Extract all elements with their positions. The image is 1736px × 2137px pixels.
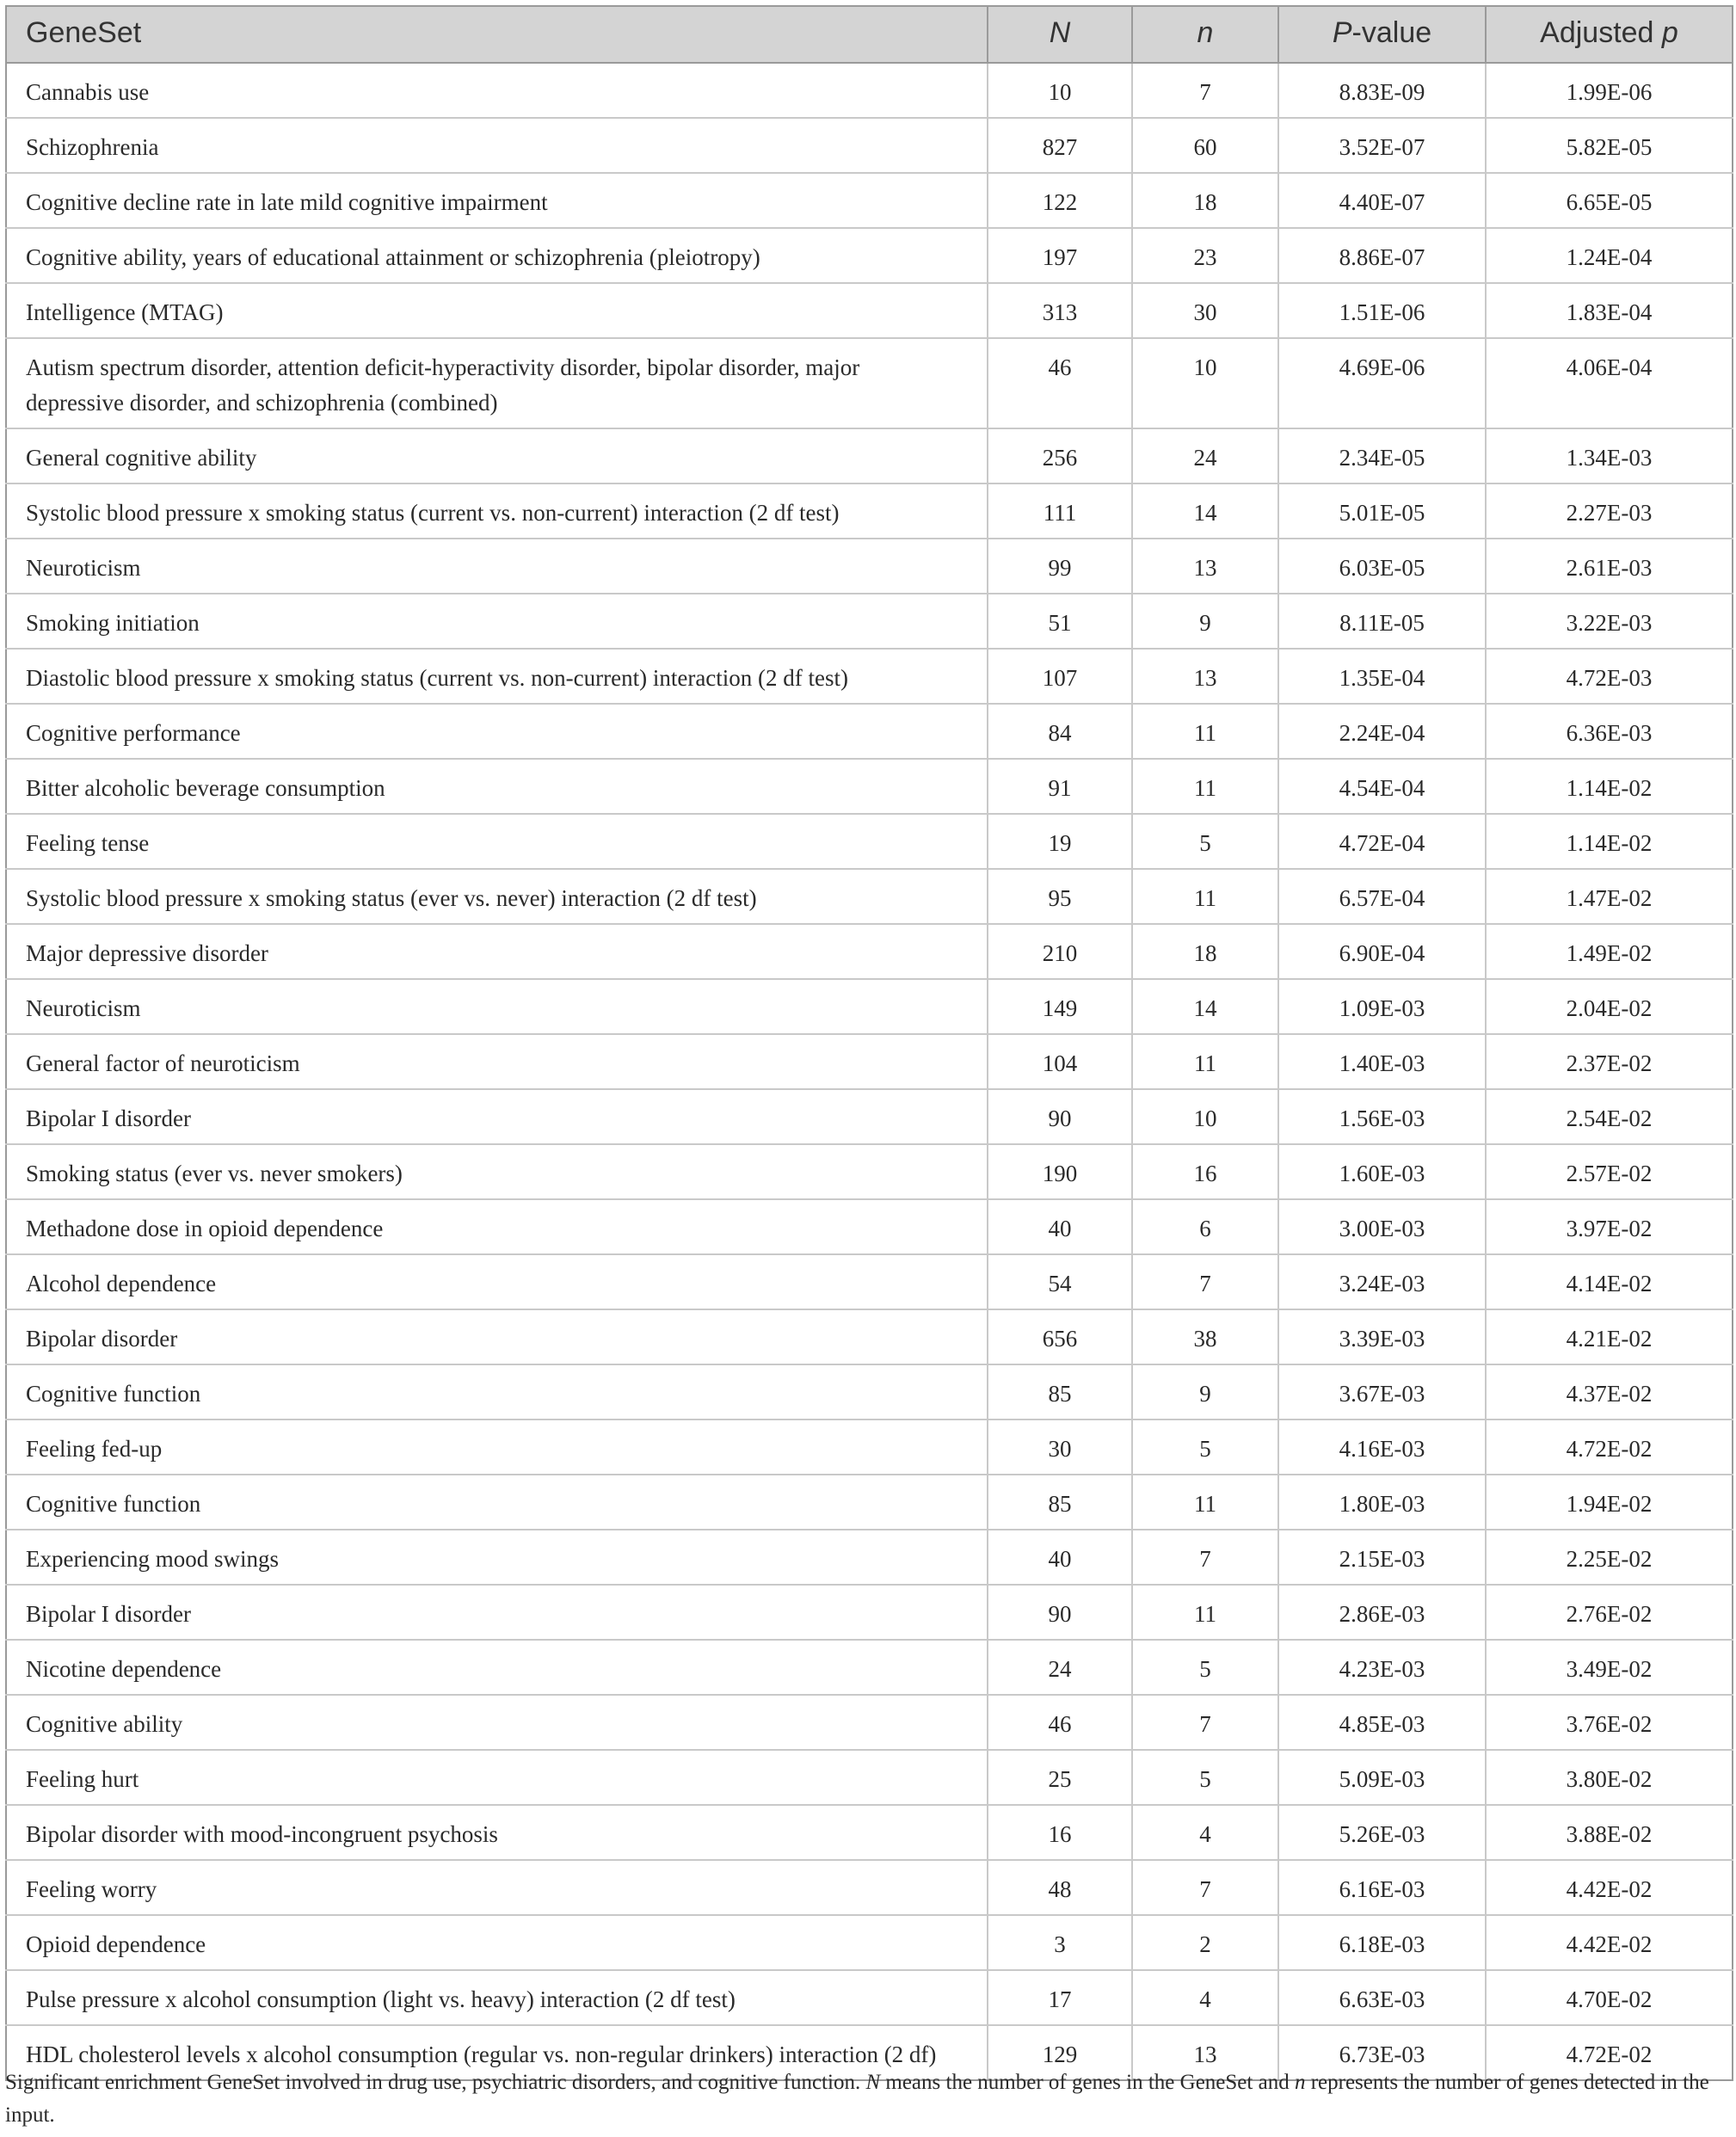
- pvalue-cell: 4.72E-04: [1278, 814, 1486, 869]
- gene-count-N-cell: 827: [988, 118, 1132, 173]
- gene-count-N-cell: 54: [988, 1254, 1132, 1309]
- table-row: [6, 338, 1733, 428]
- header-pvalue-rest: -value: [1351, 15, 1432, 49]
- gene-count-n-cell: 2: [1132, 1915, 1278, 1970]
- pvalue-cell: 1.40E-03: [1278, 1034, 1486, 1089]
- gene-count-N-cell: 16: [988, 1805, 1132, 1860]
- geneset-name-cell: General cognitive ability: [6, 428, 988, 483]
- table-row: [6, 1970, 1733, 2025]
- gene-count-N-cell: 256: [988, 428, 1132, 483]
- gene-count-n-cell: 9: [1132, 1364, 1278, 1420]
- geneset-name-cell: Cognitive decline rate in late mild cognitive impairment: [6, 173, 988, 228]
- table-row: [6, 1420, 1733, 1475]
- table-row: [6, 924, 1733, 979]
- enrichment-table-container: [5, 5, 1732, 2081]
- adjusted-p-cell: 3.97E-02: [1486, 1199, 1733, 1254]
- gene-count-N-cell: 656: [988, 1309, 1132, 1364]
- gene-count-n-cell: 30: [1132, 283, 1278, 338]
- geneset-name-cell: Experiencing mood swings: [6, 1530, 988, 1585]
- caption-N-symbol: N: [865, 2071, 881, 2094]
- gene-count-n-cell: 4: [1132, 1805, 1278, 1860]
- adjusted-p-cell: 4.06E-04: [1486, 338, 1733, 428]
- gene-count-n-cell: 11: [1132, 869, 1278, 924]
- pvalue-cell: 1.51E-06: [1278, 283, 1486, 338]
- gene-count-N-cell: 40: [988, 1199, 1132, 1254]
- adjusted-p-cell: 3.22E-03: [1486, 594, 1733, 649]
- gene-count-n-cell: 7: [1132, 1530, 1278, 1585]
- gene-count-N-cell: 25: [988, 1750, 1132, 1805]
- gene-count-N-cell: 40: [988, 1530, 1132, 1585]
- geneset-name-cell: General factor of neuroticism: [6, 1034, 988, 1089]
- gene-count-N-cell: 3: [988, 1915, 1132, 1970]
- adjusted-p-cell: 4.37E-02: [1486, 1364, 1733, 1420]
- adjusted-p-cell: 5.82E-05: [1486, 118, 1733, 173]
- gene-count-n-cell: 7: [1132, 1254, 1278, 1309]
- gene-count-N-cell: 46: [988, 1695, 1132, 1750]
- table-row: [6, 869, 1733, 924]
- adjusted-p-cell: 3.80E-02: [1486, 1750, 1733, 1805]
- pvalue-cell: 3.39E-03: [1278, 1309, 1486, 1364]
- pvalue-cell: 1.35E-04: [1278, 649, 1486, 704]
- pvalue-cell: 6.63E-03: [1278, 1970, 1486, 2025]
- geneset-name-cell: Cannabis use: [6, 63, 988, 118]
- adjusted-p-cell: 2.04E-02: [1486, 979, 1733, 1034]
- adjusted-p-cell: 4.70E-02: [1486, 1970, 1733, 2025]
- adjusted-p-cell: 1.34E-03: [1486, 428, 1733, 483]
- table-body: [6, 63, 1733, 2080]
- table-row: [6, 1144, 1733, 1199]
- caption-n-symbol: n: [1294, 2071, 1306, 2094]
- adjusted-p-cell: 1.49E-02: [1486, 924, 1733, 979]
- pvalue-cell: 5.01E-05: [1278, 483, 1486, 539]
- geneset-name-cell: Pulse pressure x alcohol consumption (light vs. heavy) interaction (2 df test): [6, 1970, 988, 2025]
- geneset-name-cell: Bitter alcoholic beverage consumption: [6, 759, 988, 814]
- table-row: [6, 979, 1733, 1034]
- gene-count-N-cell: 190: [988, 1144, 1132, 1199]
- adjusted-p-cell: 2.25E-02: [1486, 1530, 1733, 1585]
- pvalue-cell: 8.11E-05: [1278, 594, 1486, 649]
- table-row: [6, 1530, 1733, 1585]
- pvalue-cell: 3.24E-03: [1278, 1254, 1486, 1309]
- header-pvalue-italic: P: [1332, 15, 1352, 49]
- table-row: [6, 704, 1733, 759]
- geneset-name-cell: Feeling worry: [6, 1860, 988, 1915]
- gene-count-N-cell: 149: [988, 979, 1132, 1034]
- geneset-name-cell: Systolic blood pressure x smoking status (current vs. non-current) interaction (2 df test): [6, 483, 988, 539]
- adjusted-p-cell: 4.42E-02: [1486, 1860, 1733, 1915]
- adjusted-p-cell: 4.72E-03: [1486, 649, 1733, 704]
- gene-count-N-cell: 46: [988, 338, 1132, 428]
- table-row: [6, 1475, 1733, 1530]
- adjusted-p-cell: 3.76E-02: [1486, 1695, 1733, 1750]
- table-row: [6, 1309, 1733, 1364]
- adjusted-p-cell: 4.72E-02: [1486, 1420, 1733, 1475]
- pvalue-cell: 3.67E-03: [1278, 1364, 1486, 1420]
- table-row: [6, 1805, 1733, 1860]
- gene-count-N-cell: 85: [988, 1475, 1132, 1530]
- adjusted-p-cell: 6.65E-05: [1486, 173, 1733, 228]
- adjusted-p-cell: 2.37E-02: [1486, 1034, 1733, 1089]
- table-row: [6, 1254, 1733, 1309]
- pvalue-cell: 4.23E-03: [1278, 1640, 1486, 1695]
- caption-part3: represents the number of genes detected in the input.: [5, 2071, 1709, 2127]
- pvalue-cell: 6.57E-04: [1278, 869, 1486, 924]
- gene-count-n-cell: 7: [1132, 1860, 1278, 1915]
- adjusted-p-cell: 4.21E-02: [1486, 1309, 1733, 1364]
- table-row: [6, 63, 1733, 118]
- gene-count-N-cell: 10: [988, 63, 1132, 118]
- geneset-name-cell: Cognitive performance: [6, 704, 988, 759]
- header-N: [988, 6, 1132, 63]
- geneset-name-cell: Cognitive ability: [6, 1695, 988, 1750]
- adjusted-p-cell: 2.27E-03: [1486, 483, 1733, 539]
- geneset-name-cell: Diastolic blood pressure x smoking status (current vs. non-current) interaction (2 df test): [6, 649, 988, 704]
- gene-count-n-cell: 13: [1132, 649, 1278, 704]
- pvalue-cell: 6.90E-04: [1278, 924, 1486, 979]
- table-row: [6, 759, 1733, 814]
- geneset-name-cell: Opioid dependence: [6, 1915, 988, 1970]
- table-row: [6, 1750, 1733, 1805]
- gene-count-n-cell: 24: [1132, 428, 1278, 483]
- geneset-name-cell: HDL cholesterol levels x alcohol consumption (regular vs. non-regular drinkers) interaction (2 df): [6, 2025, 988, 2080]
- table-header: [6, 6, 1733, 63]
- pvalue-cell: 8.86E-07: [1278, 228, 1486, 283]
- adjusted-p-cell: 2.57E-02: [1486, 1144, 1733, 1199]
- gene-count-n-cell: 23: [1132, 228, 1278, 283]
- table-row: [6, 283, 1733, 338]
- gene-count-n-cell: 13: [1132, 2025, 1278, 2080]
- adjusted-p-cell: 1.99E-06: [1486, 63, 1733, 118]
- table-row: [6, 483, 1733, 539]
- table-row: [6, 1364, 1733, 1420]
- table-row: [6, 1585, 1733, 1640]
- gene-count-n-cell: 11: [1132, 1475, 1278, 1530]
- gene-count-n-cell: 5: [1132, 1640, 1278, 1695]
- adjusted-p-cell: 1.83E-04: [1486, 283, 1733, 338]
- geneset-name-cell: Feeling fed-up: [6, 1420, 988, 1475]
- pvalue-cell: 3.52E-07: [1278, 118, 1486, 173]
- geneset-name-cell: Cognitive ability, years of educational attainment or schizophrenia (pleiotropy): [6, 228, 988, 283]
- gene-count-N-cell: 129: [988, 2025, 1132, 2080]
- geneset-name-cell: Neuroticism: [6, 539, 988, 594]
- pvalue-cell: 6.73E-03: [1278, 2025, 1486, 2080]
- gene-count-n-cell: 5: [1132, 814, 1278, 869]
- gene-count-N-cell: 84: [988, 704, 1132, 759]
- table-row: [6, 814, 1733, 869]
- pvalue-cell: 5.09E-03: [1278, 1750, 1486, 1805]
- gene-count-N-cell: 210: [988, 924, 1132, 979]
- pvalue-cell: 6.18E-03: [1278, 1915, 1486, 1970]
- gene-count-N-cell: 90: [988, 1089, 1132, 1144]
- header-adjusted-italic: p: [1661, 15, 1678, 49]
- gene-count-n-cell: 10: [1132, 338, 1278, 428]
- pvalue-cell: 3.00E-03: [1278, 1199, 1486, 1254]
- gene-count-N-cell: 19: [988, 814, 1132, 869]
- geneset-name-cell: Neuroticism: [6, 979, 988, 1034]
- gene-count-n-cell: 4: [1132, 1970, 1278, 2025]
- adjusted-p-cell: 2.76E-02: [1486, 1585, 1733, 1640]
- table-row: [6, 1034, 1733, 1089]
- header-adjusted-p: [1486, 6, 1733, 63]
- gene-count-n-cell: 5: [1132, 1750, 1278, 1805]
- adjusted-p-cell: 2.54E-02: [1486, 1089, 1733, 1144]
- adjusted-p-cell: 4.72E-02: [1486, 2025, 1733, 2080]
- gene-count-n-cell: 18: [1132, 924, 1278, 979]
- pvalue-cell: 4.54E-04: [1278, 759, 1486, 814]
- adjusted-p-cell: 4.42E-02: [1486, 1915, 1733, 1970]
- geneset-name-cell: Alcohol dependence: [6, 1254, 988, 1309]
- table-row: [6, 173, 1733, 228]
- table-caption: [5, 2066, 1730, 2132]
- table-row: [6, 428, 1733, 483]
- pvalue-cell: 4.69E-06: [1278, 338, 1486, 428]
- gene-count-N-cell: 107: [988, 649, 1132, 704]
- geneset-name-cell: Bipolar I disorder: [6, 1585, 988, 1640]
- table-row: [6, 649, 1733, 704]
- adjusted-p-cell: 4.14E-02: [1486, 1254, 1733, 1309]
- geneset-name-cell: Bipolar I disorder: [6, 1089, 988, 1144]
- gene-count-n-cell: 6: [1132, 1199, 1278, 1254]
- adjusted-p-cell: 1.14E-02: [1486, 759, 1733, 814]
- pvalue-cell: 8.83E-09: [1278, 63, 1486, 118]
- gene-count-N-cell: 111: [988, 483, 1132, 539]
- gene-count-n-cell: 14: [1132, 979, 1278, 1034]
- header-N-label: N: [1049, 15, 1071, 49]
- gene-count-n-cell: 9: [1132, 594, 1278, 649]
- gene-count-n-cell: 60: [1132, 118, 1278, 173]
- header-pvalue: [1278, 6, 1486, 63]
- gene-count-N-cell: 313: [988, 283, 1132, 338]
- gene-count-N-cell: 85: [988, 1364, 1132, 1420]
- gene-count-N-cell: 48: [988, 1860, 1132, 1915]
- pvalue-cell: 2.15E-03: [1278, 1530, 1486, 1585]
- gene-count-N-cell: 51: [988, 594, 1132, 649]
- geneset-name-cell: Nicotine dependence: [6, 1640, 988, 1695]
- adjusted-p-cell: 3.88E-02: [1486, 1805, 1733, 1860]
- header-row: [6, 6, 1733, 63]
- table-row: [6, 1695, 1733, 1750]
- gene-count-n-cell: 11: [1132, 1034, 1278, 1089]
- adjusted-p-cell: 6.36E-03: [1486, 704, 1733, 759]
- gene-count-n-cell: 7: [1132, 1695, 1278, 1750]
- gene-count-N-cell: 91: [988, 759, 1132, 814]
- pvalue-cell: 4.16E-03: [1278, 1420, 1486, 1475]
- geneset-name-cell: Feeling hurt: [6, 1750, 988, 1805]
- pvalue-cell: 1.60E-03: [1278, 1144, 1486, 1199]
- geneset-name-cell: Bipolar disorder with mood-incongruent psychosis: [6, 1805, 988, 1860]
- gene-count-n-cell: 5: [1132, 1420, 1278, 1475]
- gene-count-N-cell: 197: [988, 228, 1132, 283]
- header-n-label: n: [1197, 15, 1214, 49]
- geneset-name-cell: Smoking initiation: [6, 594, 988, 649]
- geneset-name-cell: Autism spectrum disorder, attention deficit-hyperactivity disorder, bipolar disorder, major depressive disorder, and schizophrenia (combined): [6, 338, 988, 428]
- pvalue-cell: 2.34E-05: [1278, 428, 1486, 483]
- gene-count-n-cell: 13: [1132, 539, 1278, 594]
- gene-count-N-cell: 104: [988, 1034, 1132, 1089]
- gene-count-n-cell: 7: [1132, 63, 1278, 118]
- pvalue-cell: 2.24E-04: [1278, 704, 1486, 759]
- gene-count-n-cell: 11: [1132, 704, 1278, 759]
- table-row: [6, 1915, 1733, 1970]
- gene-count-n-cell: 11: [1132, 759, 1278, 814]
- table-row: [6, 1199, 1733, 1254]
- geneset-name-cell: Methadone dose in opioid dependence: [6, 1199, 988, 1254]
- table-row: [6, 228, 1733, 283]
- geneset-name-cell: Cognitive function: [6, 1475, 988, 1530]
- gene-count-N-cell: 99: [988, 539, 1132, 594]
- adjusted-p-cell: 3.49E-02: [1486, 1640, 1733, 1695]
- geneset-name-cell: Intelligence (MTAG): [6, 283, 988, 338]
- gene-count-n-cell: 16: [1132, 1144, 1278, 1199]
- geneset-name-cell: Smoking status (ever vs. never smokers): [6, 1144, 988, 1199]
- gene-count-n-cell: 11: [1132, 1585, 1278, 1640]
- adjusted-p-cell: 2.61E-03: [1486, 539, 1733, 594]
- geneset-enrichment-table: [5, 5, 1733, 2081]
- gene-count-N-cell: 17: [988, 1970, 1132, 2025]
- pvalue-cell: 5.26E-03: [1278, 1805, 1486, 1860]
- adjusted-p-cell: 1.14E-02: [1486, 814, 1733, 869]
- gene-count-N-cell: 30: [988, 1420, 1132, 1475]
- geneset-name-cell: Systolic blood pressure x smoking status (ever vs. never) interaction (2 df test): [6, 869, 988, 924]
- adjusted-p-cell: 1.24E-04: [1486, 228, 1733, 283]
- table-row: [6, 1860, 1733, 1915]
- gene-count-n-cell: 10: [1132, 1089, 1278, 1144]
- geneset-name-cell: Cognitive function: [6, 1364, 988, 1420]
- geneset-name-cell: Feeling tense: [6, 814, 988, 869]
- header-geneset: GeneSet: [6, 6, 988, 63]
- table-row: [6, 1089, 1733, 1144]
- gene-count-N-cell: 95: [988, 869, 1132, 924]
- pvalue-cell: 4.85E-03: [1278, 1695, 1486, 1750]
- pvalue-cell: 1.56E-03: [1278, 1089, 1486, 1144]
- gene-count-N-cell: 90: [988, 1585, 1132, 1640]
- adjusted-p-cell: 1.94E-02: [1486, 1475, 1733, 1530]
- table-row: [6, 594, 1733, 649]
- geneset-name-cell: Bipolar disorder: [6, 1309, 988, 1364]
- geneset-name-cell: Major depressive disorder: [6, 924, 988, 979]
- caption-part2: means the number of genes in the GeneSet and: [880, 2071, 1295, 2094]
- pvalue-cell: 6.16E-03: [1278, 1860, 1486, 1915]
- adjusted-p-cell: 1.47E-02: [1486, 869, 1733, 924]
- gene-count-n-cell: 18: [1132, 173, 1278, 228]
- pvalue-cell: 6.03E-05: [1278, 539, 1486, 594]
- header-adjusted-prefix: Adjusted: [1540, 15, 1662, 49]
- gene-count-n-cell: 14: [1132, 483, 1278, 539]
- table-row: [6, 539, 1733, 594]
- pvalue-cell: 1.09E-03: [1278, 979, 1486, 1034]
- gene-count-N-cell: 24: [988, 1640, 1132, 1695]
- caption-part1: Significant enrichment GeneSet involved in drug use, psychiatric disorders, and cognitive function.: [5, 2071, 866, 2094]
- header-n: [1132, 6, 1278, 63]
- pvalue-cell: 1.80E-03: [1278, 1475, 1486, 1530]
- pvalue-cell: 2.86E-03: [1278, 1585, 1486, 1640]
- table-row: [6, 118, 1733, 173]
- pvalue-cell: 4.40E-07: [1278, 173, 1486, 228]
- geneset-name-cell: Schizophrenia: [6, 118, 988, 173]
- gene-count-N-cell: 122: [988, 173, 1132, 228]
- table-row: [6, 1640, 1733, 1695]
- gene-count-n-cell: 38: [1132, 1309, 1278, 1364]
